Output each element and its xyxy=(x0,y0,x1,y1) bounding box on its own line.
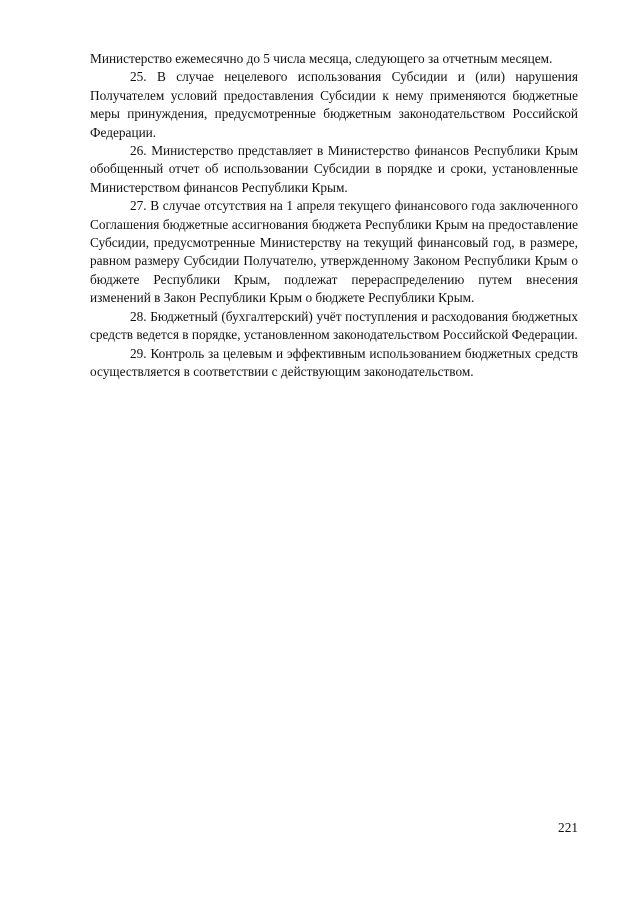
paragraph-continuation: Министерство ежемесячно до 5 числа месяца, следующего за отчетным месяцем. xyxy=(90,51,553,66)
paragraph-28: 28. Бюджетный (бухгалтерский) учёт поступления и расходования бюджетных средств ведется в порядке, установленном законодательством Российской Федерации. xyxy=(90,308,578,343)
page-number: 221 xyxy=(558,820,578,835)
paragraph-27: 27. В случае отсутствия на 1 апреля текущего финансового года заключенного Соглашения бюджетные ассигнования бюджета Республики Крым на предоставление Субсидии, предусмотренные Министерству на текущий финансовый год, в размере, равном размеру Субсидии Получателю, утвержденному Законом Республики Крым о бюджете Республики Крым, подлежат перераспределению путем внесения изменений в Закон Республики Крым о бюджете Республики Крым. xyxy=(90,198,578,306)
paragraph-29: 29. Контроль за целевым и эффективным использованием бюджетных средств осуществляется в соответствии с действующим законодательством. xyxy=(90,345,578,379)
document-body xyxy=(90,50,578,381)
paragraph-25: 25. В случае нецелевого использования Субсидии и (или) нарушения Получателем условий предоставления Субсидии к нему применяются бюджетные меры принуждения, предусмотренные бюджетным законодательством Российской Федерации. xyxy=(90,69,578,140)
paragraph-26: 26. Министерство представляет в Министерство финансов Республики Крым обобщенный отчет об использовании Субсидии в порядке и сроки, установленные Министерством финансов Республики Крым. xyxy=(90,143,578,195)
